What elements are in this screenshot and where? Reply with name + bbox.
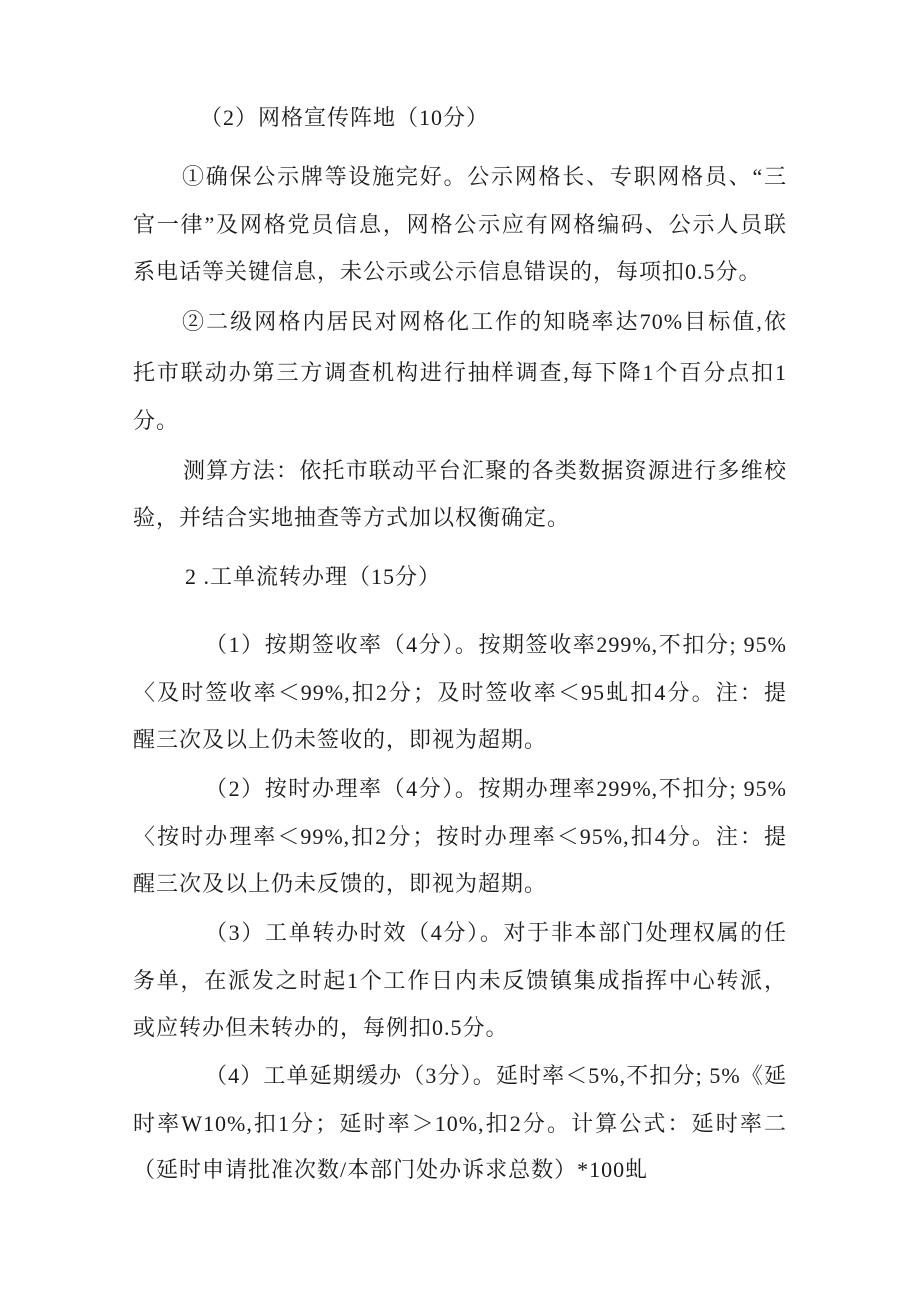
paragraph-line: （3）工单转办时效（4分）。对于非本部门处理权属的任 [205,920,787,945]
section-heading-grid-publicity: （2）网格宣传阵地（10分） [200,105,490,130]
paragraph-line: 验，并结合实地抽查等方式加以权衡确定。 [133,505,571,530]
paragraph-line: 醒三次及以上仍未反馈的，即视为超期。 [133,871,548,896]
paragraph-line: （1）按期签收率（4分）。按期签收率299%,不扣分; 95% [205,632,787,657]
paragraph-line: 〈及时签收率＜99%,扣2分；及时签收率＜95虬扣4分。注：提 [133,680,787,705]
paragraph-line: （延时申请批准次数/本部门处办诉求总数）*100虬 [133,1157,649,1182]
paragraph-line: 务单，在派发之时起1个工作日内未反馈镇集成指挥中心转派， [133,968,787,993]
paragraph-line: （2）按时办理率（4分）。按期办理率299%,不扣分; 95% [205,776,787,801]
paragraph-line: 系电话等关键信息，未公示或公示信息错误的，每项扣0.5分。 [133,259,762,284]
section-heading-work-orders: 2 .工单流转办理（15分） [185,564,442,589]
paragraph-line: 托市联动办第三方调查机构进行抽样调查,每下降1个百分点扣1 [133,360,787,385]
paragraph-line: （4）工单延期缓办（3分）。延时率＜5%,不扣分; 5%《延 [205,1063,787,1088]
paragraph-line: 官一律”及网格党员信息，网格公示应有网格编码、公示人员联 [133,212,787,237]
paragraph-line: 〈按时办理率＜99%,扣2分；按时办理率＜95%,扣4分。注：提 [133,824,787,849]
paragraph-line: ②二级网格内居民对网格化工作的知晓率达70%目标值,依 [182,309,787,334]
paragraph-line: 醒三次及以上仍未签收的，即视为超期。 [133,727,548,752]
paragraph-line: 或应转办但未转办的，每例扣0.5分。 [133,1015,509,1040]
paragraph-line: 时率W10%,扣1分；延时率＞10%,扣2分。计算公式：延时率二 [133,1111,787,1136]
paragraph-line: ①确保公示牌等设施完好。公示网格长、专职网格员、“三 [182,164,787,189]
paragraph-line: 测算方法：依托市联动平台汇聚的各类数据资源进行多维校 [183,458,787,483]
paragraph-line: 分。 [133,408,180,433]
